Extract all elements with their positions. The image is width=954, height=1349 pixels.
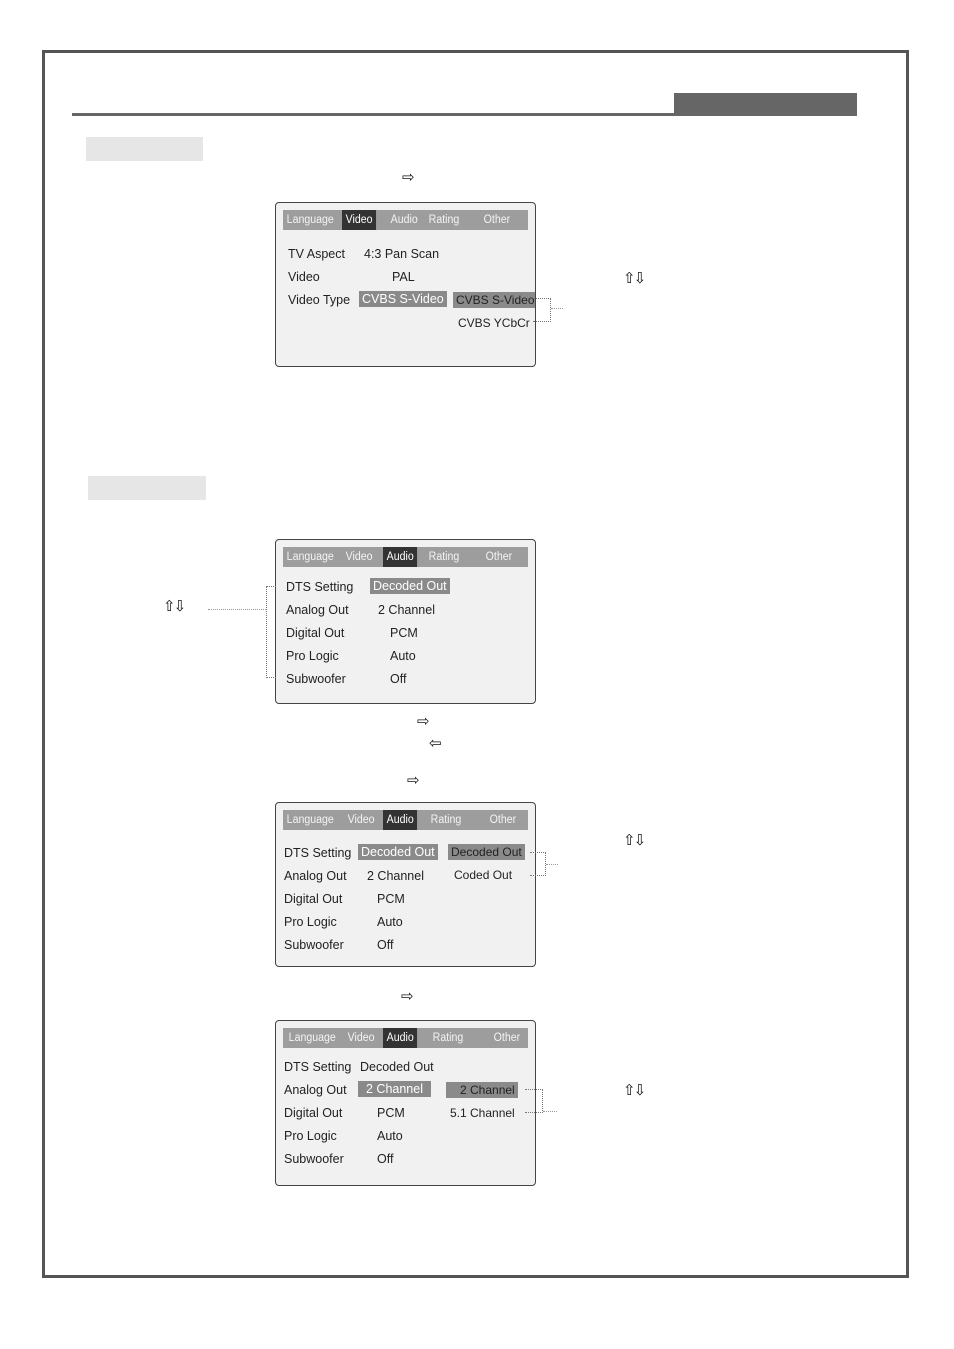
row-label-subwoofer: Subwoofer	[286, 672, 346, 686]
up-down-arrow-icon: ⇧⇩	[623, 269, 645, 287]
row-label-pro-logic: Pro Logic	[286, 649, 339, 663]
audio-setup-screen-1	[275, 539, 536, 704]
tab-rating[interactable]: Rating	[428, 214, 460, 226]
row-label-digital-out: Digital Out	[284, 892, 343, 906]
left-arrow-icon: ⇦	[429, 734, 442, 752]
row-value-digital-out[interactable]: PCM	[377, 1106, 405, 1120]
tab-language[interactable]: Language	[288, 1032, 336, 1044]
tab-video[interactable]: Video	[347, 1032, 375, 1044]
tab-language[interactable]: Language	[286, 214, 334, 226]
audio-setup-screen-2	[275, 802, 536, 967]
row-value-pro-logic[interactable]: Auto	[377, 1129, 403, 1143]
audio-setup-screen-3	[275, 1020, 536, 1186]
menu-tabs	[283, 810, 528, 830]
row-value-tv-aspect[interactable]: 4:3 Pan Scan	[364, 247, 440, 261]
tab-video[interactable]: Video	[345, 551, 373, 563]
row-value-video-type[interactable]: CVBS S-Video	[359, 291, 447, 307]
row-value-dts-setting[interactable]: Decoded Out	[360, 1060, 434, 1074]
option-cvbs-s-video[interactable]: CVBS S-Video	[453, 292, 536, 308]
row-value-video[interactable]: PAL	[392, 270, 415, 284]
row-label-subwoofer: Subwoofer	[284, 938, 344, 952]
row-label-dts-setting: DTS Setting	[286, 580, 354, 594]
menu-tabs	[283, 547, 528, 567]
row-label-dts-setting: DTS Setting	[284, 1060, 352, 1074]
option-bracket	[525, 1089, 543, 1113]
row-label-analog-out: Analog Out	[286, 603, 349, 617]
tab-language[interactable]: Language	[286, 814, 334, 826]
row-value-subwoofer[interactable]: Off	[377, 1152, 394, 1166]
row-label-pro-logic: Pro Logic	[284, 1129, 337, 1143]
tab-rating[interactable]: Rating	[428, 551, 460, 563]
row-label-analog-out: Analog Out	[284, 1083, 347, 1097]
row-value-analog-out[interactable]: 2 Channel	[367, 869, 424, 883]
option-bracket	[533, 298, 551, 322]
row-value-analog-out[interactable]: 2 Channel	[358, 1081, 431, 1097]
row-label-dts-setting: DTS Setting	[284, 846, 352, 860]
tab-rating[interactable]: Rating	[430, 814, 462, 826]
callout-line	[208, 609, 266, 610]
menu-tabs	[283, 210, 528, 230]
video-setup-screen	[275, 202, 536, 367]
tab-other[interactable]: Other	[483, 214, 511, 226]
tab-audio[interactable]: Audio	[391, 214, 419, 226]
callout-line	[551, 308, 563, 309]
option-2-channel[interactable]: 2 Channel	[446, 1082, 518, 1098]
tab-audio[interactable]: Audio	[383, 547, 417, 567]
row-value-analog-out[interactable]: 2 Channel	[378, 603, 435, 617]
option-coded-out[interactable]: Coded Out	[454, 868, 513, 882]
tab-other[interactable]: Other	[493, 1032, 521, 1044]
tab-other[interactable]: Other	[489, 814, 517, 826]
up-down-arrow-icon: ⇧⇩	[163, 597, 185, 615]
tab-language[interactable]: Language	[286, 551, 334, 563]
row-value-subwoofer[interactable]: Off	[377, 938, 394, 952]
up-down-arrow-icon: ⇧⇩	[623, 1081, 645, 1099]
row-value-pro-logic[interactable]: Auto	[377, 915, 403, 929]
right-arrow-icon: ⇨	[417, 712, 430, 730]
row-label-tv-aspect: TV Aspect	[288, 247, 345, 261]
tab-video[interactable]: Video	[347, 814, 375, 826]
row-label-digital-out: Digital Out	[286, 626, 345, 640]
row-label-digital-out: Digital Out	[284, 1106, 343, 1120]
row-label-video-type: Video Type	[288, 293, 351, 307]
section-label-audio	[88, 476, 206, 500]
section-label-video	[86, 137, 203, 161]
up-down-arrow-icon: ⇧⇩	[623, 831, 645, 849]
row-label-video: Video	[288, 270, 320, 284]
option-5-1-channel[interactable]: 5.1 Channel	[450, 1106, 515, 1120]
callout-line	[543, 1111, 557, 1112]
row-label-pro-logic: Pro Logic	[284, 915, 337, 929]
row-value-pro-logic[interactable]: Auto	[390, 649, 416, 663]
header-rule	[72, 113, 676, 116]
tab-video[interactable]: Video	[342, 210, 376, 230]
row-value-digital-out[interactable]: PCM	[390, 626, 418, 640]
option-bracket	[530, 852, 546, 876]
row-value-subwoofer[interactable]: Off	[390, 672, 407, 686]
row-value-digital-out[interactable]: PCM	[377, 892, 405, 906]
row-label-subwoofer: Subwoofer	[284, 1152, 344, 1166]
tab-rating[interactable]: Rating	[432, 1032, 464, 1044]
row-value-dts-setting[interactable]: Decoded Out	[370, 578, 450, 594]
tab-audio[interactable]: Audio	[383, 810, 417, 830]
right-arrow-icon: ⇨	[401, 987, 414, 1005]
callout-line	[546, 864, 558, 865]
row-value-dts-setting[interactable]: Decoded Out	[358, 844, 438, 860]
row-label-analog-out: Analog Out	[284, 869, 347, 883]
tab-other[interactable]: Other	[485, 551, 513, 563]
items-bracket	[266, 586, 276, 678]
header-tab	[674, 93, 857, 116]
right-arrow-icon: ⇨	[407, 771, 420, 789]
tab-audio[interactable]: Audio	[383, 1028, 417, 1048]
menu-tabs	[283, 1028, 528, 1048]
option-decoded-out[interactable]: Decoded Out	[448, 844, 525, 860]
option-cvbs-ycbcr[interactable]: CVBS YCbCr	[458, 316, 530, 330]
right-arrow-icon: ⇨	[402, 168, 415, 186]
